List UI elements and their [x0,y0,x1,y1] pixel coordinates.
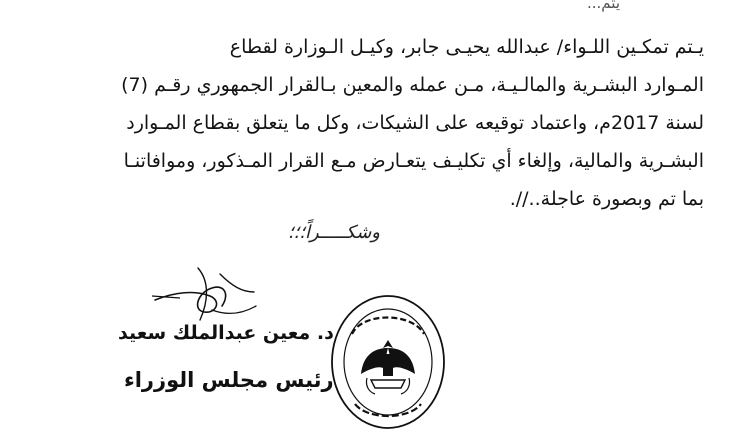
signer-name: د. معين عبدالملك سعيد [118,322,334,344]
official-seal [327,282,449,430]
cut-off-header-text: يتم... [587,0,620,12]
closing-thanks: وشكـــــراً؛؛؛ [287,222,380,243]
letter-line: المـوارد البشـرية والمالـيـة، مـن عمله والمعين بـالقرار الجمهوري رقـم (7) [121,74,704,96]
letter-line: البشـرية والمالية، وإلغاء أي تكليـف يتعـارض مـع القرار المـذكور، وموافاتنـا [123,150,704,172]
eagle-emblem-icon [361,340,415,394]
letter-body [54,28,704,218]
letter-line: لسنة 2017م، واعتماد توقيعه على الشيكات، وكل ما يتعلق بقطاع المـوارد [126,112,704,134]
letter-line: يـتم تمكـين اللـواء/ عبدالله يحيـى جابر، وكيـل الـوزارة لقطاع [229,36,704,58]
signer-title: رئيس مجلس الوزراء [124,368,334,392]
letter-line: بما تم وبصورة عاجلة..//. [509,188,704,210]
